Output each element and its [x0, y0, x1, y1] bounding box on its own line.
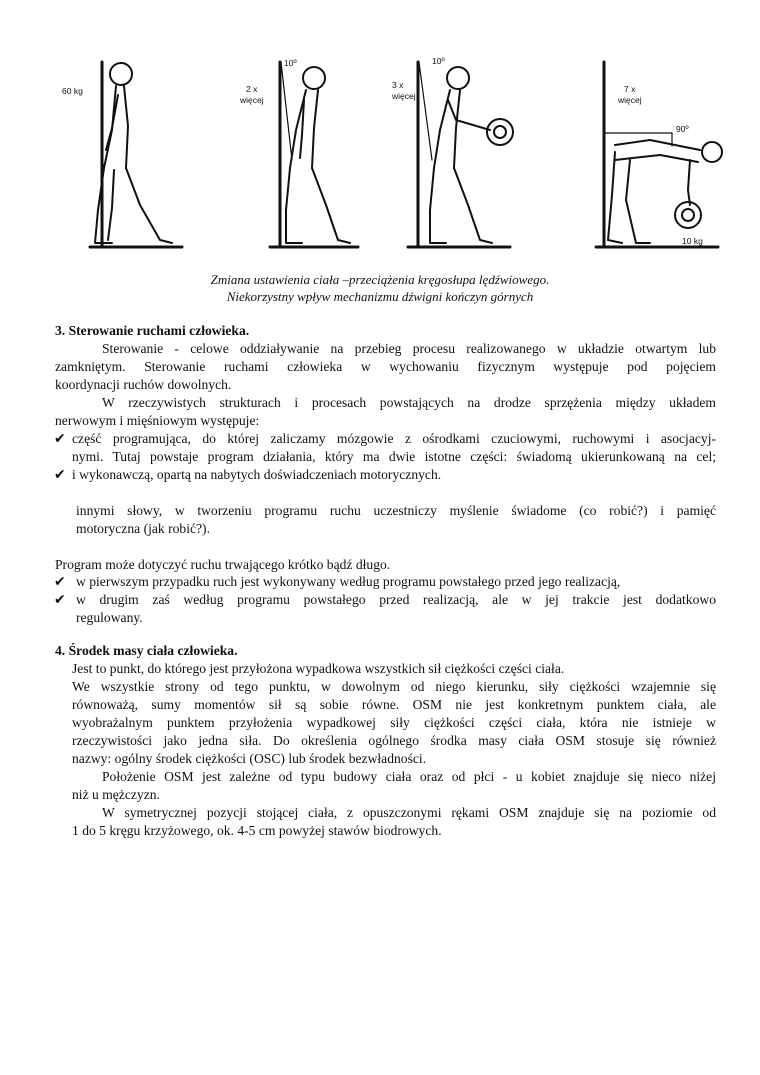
fig4-angle-label: 90º [676, 124, 689, 134]
program-bullet-continued: regulowany. [76, 610, 143, 625]
note-line: innymi słowy, w tworzeniu programu ruchu uczestniczy myślenie świadome (co robić?) i pamięć [76, 503, 716, 518]
section-4-line: równoważą, sumy momentów sił są sobie równe. OSM nie jest konkretnym punktem ciała, ale [72, 697, 716, 712]
section-4-line: Jest to punkt, do którego jest przyłożona wypadkowa wszystkich sił ciężkości części ciała. [72, 661, 565, 676]
fig2-multiplier-label: 2 x [246, 84, 258, 94]
note-line: motoryczna (jak robić?). [76, 521, 210, 536]
fig4-more-label: więcej [618, 95, 642, 105]
bullet-item: część programująca, do której zaliczamy mózgowie z ośrodkami czuciowymi, ruchowymi i asocjacyj- [72, 431, 716, 446]
checkmark-icon: ✔ [54, 592, 66, 608]
figure-3-holding-weight [408, 62, 513, 247]
figure-1-standing [90, 62, 182, 247]
figure-caption-line-2: Niekorzystny wpływ mechanizmu dźwigni kończyn górnych [226, 289, 534, 304]
figure-2-leaning [270, 62, 358, 247]
section-3-line: zamkniętym. Sterowanie ruchami człowieka w wychowaniu fizycznym występuje pod pojęciem [55, 359, 716, 374]
posture-illustration [0, 0, 760, 270]
checkmark-icon: ✔ [54, 431, 66, 447]
fig4-multiplier-label: 7 x [624, 84, 636, 94]
figure-4-bending [596, 62, 722, 247]
section-3-line: nerwowym i mięśniowym występuje: [55, 413, 260, 428]
section-4-line: 1 do 5 kręgu krzyżowego, ok. 4-5 cm powyżej stawów biodrowych. [72, 823, 442, 838]
fig4-weight-label: 10 kg [682, 236, 703, 246]
fig2-more-label: więcej [240, 95, 264, 105]
figure-caption-line-1: Zmiana ustawienia ciała –przeciążenia kręgosłupa lędźwiowego. [210, 272, 550, 287]
section-3-heading: 3. Sterowanie ruchami człowieka. [55, 323, 250, 338]
section-4-line: nazwy: ogólny środek ciężkości (OSC) lub środek bezwładności. [72, 751, 427, 766]
section-3-line: koordynacji ruchów dowolnych. [55, 377, 232, 392]
checkmark-icon: ✔ [54, 574, 66, 590]
section-4-line: We wszystkie strony od tego punktu, w dowolnym od niego kierunku, siły ciężkości wzajemnie się [72, 679, 716, 694]
fig1-weight-label: 60 kg [62, 86, 83, 96]
section-4-line: wyobrażalnym punktem przyłożenia wypadkowej siły ciężkości części ciała, która nie istnieje w [72, 715, 716, 730]
fig3-angle-label: 10º [432, 56, 445, 66]
section-4-line: W symetrycznej pozycji stojącej ciała, z opuszczonymi rękami OSM znajduje się na poziomie od [102, 805, 716, 820]
checkmark-icon: ✔ [54, 467, 66, 483]
section-4-line: Położenie OSM jest zależne od typu budowy ciała oraz od płci - u kobiet znajduje się nieco niżej [102, 769, 716, 784]
posture-figure [0, 0, 760, 270]
section-4-heading: 4. Środek masy ciała człowieka. [55, 643, 238, 658]
bullet-item-continued: nymi. Tutaj powstaje program działania, który ma dwie istotne części: świadomą ukierunkowaną na cel; [72, 449, 716, 464]
section-3-line: Sterowanie - celowe oddziaływanie na przebieg procesu realizowanego w układzie otwartym lub [102, 341, 716, 356]
fig3-multiplier-label: 3 x [392, 80, 404, 90]
section-4-line: niż u mężczyzn. [72, 787, 160, 802]
program-bullet: w drugim zaś według programu powstałego przed realizacją, ale w jej trakcie jest dodatkowo [76, 592, 716, 607]
program-bullet: w pierwszym przypadku ruch jest wykonywany według programu powstałego przed jego realizacją, [76, 574, 621, 589]
program-intro: Program może dotyczyć ruchu trwającego krótko bądź długo. [55, 557, 391, 572]
bullet-item: i wykonawczą, opartą na nabytych doświadczeniach motorycznych. [72, 467, 442, 482]
fig3-more-label: więcej [392, 91, 416, 101]
section-4-line: rzeczywistości jako jedna siła. Do określenia ogólnego środka masy ciała OSM stosuje się również [72, 733, 716, 748]
fig2-angle-label: 10º [284, 58, 297, 68]
section-3-line: W rzeczywistych strukturach i procesach powstających na drodze sprzężenia między układem [102, 395, 716, 410]
